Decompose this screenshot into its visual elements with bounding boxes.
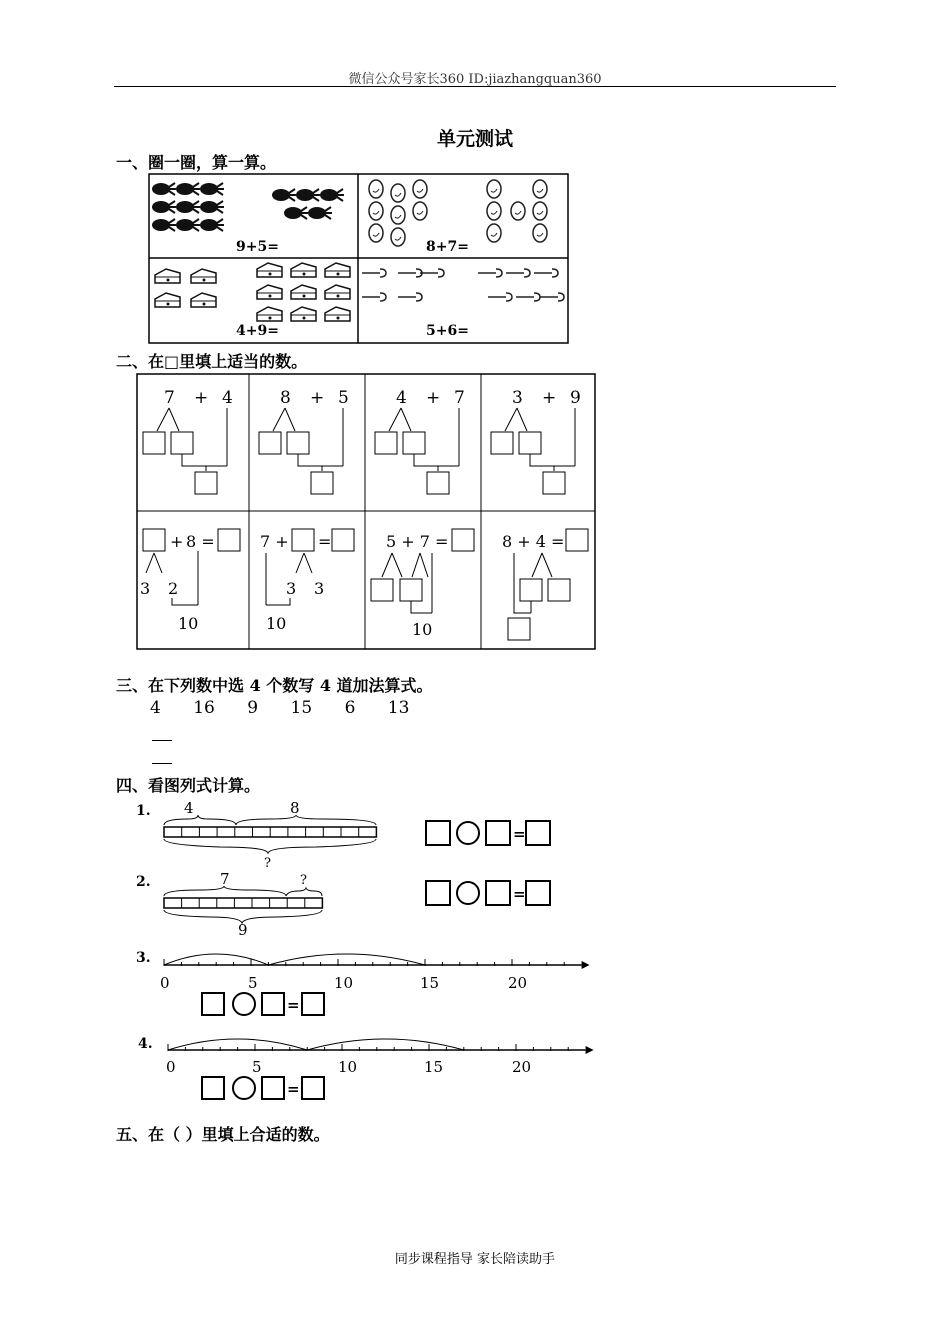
q4-item-1-label: 1.: [136, 803, 151, 819]
q3-number-list: [150, 698, 436, 718]
answer-box[interactable]: [486, 881, 510, 905]
q4-item-4-label: 4.: [138, 1036, 153, 1052]
page-header: 微信公众号家长360 ID:jiazhangquan360: [348, 72, 602, 87]
wrench-icon: [488, 293, 512, 301]
operator-circle[interactable]: [233, 993, 255, 1015]
svg-text:5: 5: [248, 974, 258, 992]
answer-box[interactable]: [426, 821, 450, 845]
svg-text:?: ?: [300, 873, 307, 888]
peach-icon: [369, 180, 383, 198]
answer-box[interactable]: [259, 432, 281, 454]
answer-box[interactable]: [519, 432, 541, 454]
carrot-icon: [272, 189, 296, 201]
q3-number: 15: [290, 698, 313, 718]
svg-text:8 + 4 =: 8 + 4 =: [502, 532, 565, 551]
peach-icon: [511, 202, 525, 220]
carrot-icon: [176, 183, 200, 195]
q3-number: 6: [344, 698, 356, 718]
answer-box[interactable]: [427, 472, 449, 494]
wrench-icon: [398, 293, 422, 301]
q1-expr-4: 5+6=: [426, 323, 469, 339]
carrot-icon: [176, 219, 200, 231]
svg-text:10: 10: [412, 620, 433, 639]
cake-slice-icon: [325, 263, 350, 277]
carrot-icon: [152, 219, 176, 231]
answer-box[interactable]: [262, 993, 284, 1015]
peach-icon: [413, 180, 427, 198]
section-1-heading: 一、圈一圈，算一算。: [116, 153, 277, 172]
svg-text:5: 5: [252, 1058, 262, 1076]
q4-item-3-label: 3.: [136, 950, 151, 966]
q2-top-cell-2: [259, 388, 349, 494]
q2-top-1-a: 7: [164, 388, 175, 408]
svg-text:3: 3: [286, 579, 297, 598]
q2-number-bonds-table: [136, 373, 598, 651]
wrench-icon: [362, 293, 386, 301]
peach-icon: [391, 206, 405, 224]
cake-slice-icon: [291, 307, 316, 321]
answer-box[interactable]: [292, 529, 314, 551]
svg-text:2: 2: [168, 579, 179, 598]
peach-icon: [533, 180, 547, 198]
svg-text:9: 9: [238, 921, 248, 939]
q2-top-4-b: 9: [570, 388, 581, 408]
operator-circle[interactable]: [233, 1077, 255, 1099]
q2-bottom-cell-3: [371, 529, 474, 639]
svg-text:3: 3: [140, 579, 151, 598]
answer-box[interactable]: [452, 529, 474, 551]
q2-bottom-cell-2: [260, 529, 354, 633]
svg-text:10: 10: [334, 974, 354, 992]
cake-slice-icon: [325, 285, 350, 299]
q2-top-cell-1: [143, 388, 233, 494]
carrot-icon: [152, 201, 176, 213]
svg-text:7: 7: [220, 870, 230, 888]
peach-icon: [413, 202, 427, 220]
answer-box[interactable]: [400, 579, 422, 601]
answer-box[interactable]: [526, 821, 550, 845]
svg-text:3: 3: [314, 579, 325, 598]
svg-text:10: 10: [266, 614, 287, 633]
svg-text:0: 0: [160, 974, 170, 992]
q3-number: 9: [247, 698, 259, 718]
q3-number: 4: [150, 698, 161, 718]
carrot-icon: [296, 189, 320, 201]
section-3-heading: 三、在下列数中选 4 个数写 4 道加法算式。: [116, 676, 433, 695]
answer-box[interactable]: [403, 432, 425, 454]
answer-box[interactable]: [375, 432, 397, 454]
answer-box[interactable]: [311, 472, 333, 494]
wrench-icon: [398, 269, 422, 277]
svg-text:10: 10: [178, 614, 199, 633]
page-footer: 同步课程指导 家长陪读助手: [394, 1252, 556, 1267]
answer-box[interactable]: [143, 432, 165, 454]
svg-text:=: =: [287, 1080, 300, 1098]
wrench-icon: [534, 269, 558, 277]
q2-top-2-b: 5: [338, 388, 349, 408]
svg-text:0: 0: [166, 1058, 176, 1076]
q2-bottom-cell-4: [502, 529, 588, 640]
carrot-icon: [284, 207, 308, 219]
wrench-icon: [420, 269, 444, 277]
q2-top-4-op: +: [542, 388, 557, 408]
q2-top-2-a: 8: [280, 388, 291, 408]
answer-box[interactable]: [371, 579, 393, 601]
svg-text:=: =: [318, 532, 332, 551]
q2-top-2-op: +: [310, 388, 325, 408]
answer-box[interactable]: [302, 993, 324, 1015]
answer-line[interactable]: [152, 740, 172, 741]
q4-equation-1: [426, 821, 550, 845]
answer-line[interactable]: [152, 763, 172, 764]
q4-equation-3: [202, 993, 324, 1015]
svg-text:=: =: [287, 996, 300, 1014]
peach-icon: [369, 202, 383, 220]
cake-slice-icon: [257, 263, 282, 277]
answer-box[interactable]: [302, 1077, 324, 1099]
svg-text:10: 10: [338, 1058, 358, 1076]
q4-equation-4: [202, 1077, 324, 1099]
answer-box[interactable]: [526, 881, 550, 905]
q2-top-4-a: 3: [512, 388, 523, 408]
q1-picture-grid: [148, 173, 570, 345]
carrot-icon: [308, 207, 332, 219]
q4-diagrams: [130, 795, 600, 1110]
q4-item-2-label: 2.: [136, 874, 151, 890]
answer-box[interactable]: [332, 529, 354, 551]
carrot-icon: [200, 183, 224, 195]
answer-box[interactable]: [491, 432, 513, 454]
header-divider: [114, 86, 836, 87]
answer-box[interactable]: [426, 881, 450, 905]
peach-icon: [533, 202, 547, 220]
cake-slice-icon: [191, 293, 216, 307]
carrot-icon: [200, 219, 224, 231]
carrot-icon: [152, 183, 176, 195]
page-title: 单元测试: [436, 128, 513, 150]
carrot-icon: [320, 189, 344, 201]
peach-icon: [487, 224, 501, 242]
answer-box[interactable]: [548, 579, 570, 601]
answer-box[interactable]: [486, 821, 510, 845]
svg-text:20: 20: [508, 974, 528, 992]
wrench-icon: [362, 269, 386, 277]
section-4-heading: 四、看图列式计算。: [116, 776, 261, 795]
svg-text:20: 20: [512, 1058, 532, 1076]
answer-box[interactable]: [508, 618, 530, 640]
q1-expr-1: 9+5=: [236, 239, 279, 255]
peach-icon: [391, 184, 405, 202]
operator-circle[interactable]: [457, 882, 479, 904]
answer-box[interactable]: [143, 529, 165, 551]
peach-icon: [369, 224, 383, 242]
q4-equation-2: [426, 881, 550, 905]
q2-top-3-b: 7: [454, 388, 465, 408]
q2-top-3-op: +: [426, 388, 441, 408]
q2-top-cell-3: [375, 388, 465, 494]
svg-text:8 =: 8 =: [186, 532, 215, 551]
carrot-icon: [176, 201, 200, 213]
carrot-icon: [200, 201, 224, 213]
q1-expr-2: 8+7=: [426, 239, 469, 255]
peach-icon: [533, 224, 547, 242]
answer-box[interactable]: [543, 472, 565, 494]
answer-box[interactable]: [520, 579, 542, 601]
answer-box[interactable]: [202, 1077, 224, 1099]
answer-box[interactable]: [195, 472, 217, 494]
answer-box[interactable]: [566, 529, 588, 551]
q2-top-cell-4: [491, 388, 581, 494]
cake-slice-icon: [291, 263, 316, 277]
svg-text:7 +: 7 +: [260, 532, 289, 551]
wrench-icon: [516, 293, 540, 301]
answer-box[interactable]: [218, 529, 240, 551]
peach-icon: [391, 228, 405, 246]
answer-box[interactable]: [171, 432, 193, 454]
answer-box[interactable]: [202, 993, 224, 1015]
answer-box[interactable]: [262, 1077, 284, 1099]
section-2-heading: 二、在□里填上适当的数。: [116, 352, 308, 371]
wrench-icon: [478, 269, 502, 277]
svg-text:5 + 7 =: 5 + 7 =: [386, 532, 449, 551]
svg-text:?: ?: [264, 856, 271, 871]
operator-circle[interactable]: [457, 822, 479, 844]
wrench-icon: [540, 293, 564, 301]
q2-top-1-op: +: [194, 388, 209, 408]
cake-slice-icon: [325, 307, 350, 321]
section-5-heading: 五、在（ ）里填上合适的数。: [116, 1125, 330, 1144]
q2-bottom-cell-1: [140, 529, 240, 633]
q3-number: 16: [193, 698, 215, 718]
q2-top-3-a: 4: [396, 388, 407, 408]
q2-top-1-b: 4: [222, 388, 233, 408]
cake-slice-icon: [155, 269, 180, 283]
peach-icon: [487, 180, 501, 198]
cake-slice-icon: [155, 293, 180, 307]
svg-text:15: 15: [420, 974, 440, 992]
cake-slice-icon: [257, 307, 282, 321]
cake-slice-icon: [291, 285, 316, 299]
cake-slice-icon: [191, 269, 216, 283]
svg-text:=: =: [513, 885, 526, 903]
peach-icon: [487, 202, 501, 220]
wrench-icon: [506, 269, 530, 277]
svg-text:4: 4: [184, 799, 194, 817]
svg-text:=: =: [513, 825, 526, 843]
cake-slice-icon: [257, 285, 282, 299]
svg-text:15: 15: [424, 1058, 444, 1076]
q1-expr-3: 4+9=: [236, 323, 279, 339]
svg-text:+: +: [170, 532, 184, 551]
answer-box[interactable]: [287, 432, 309, 454]
q3-number: 13: [387, 698, 410, 718]
svg-text:8: 8: [290, 799, 300, 817]
